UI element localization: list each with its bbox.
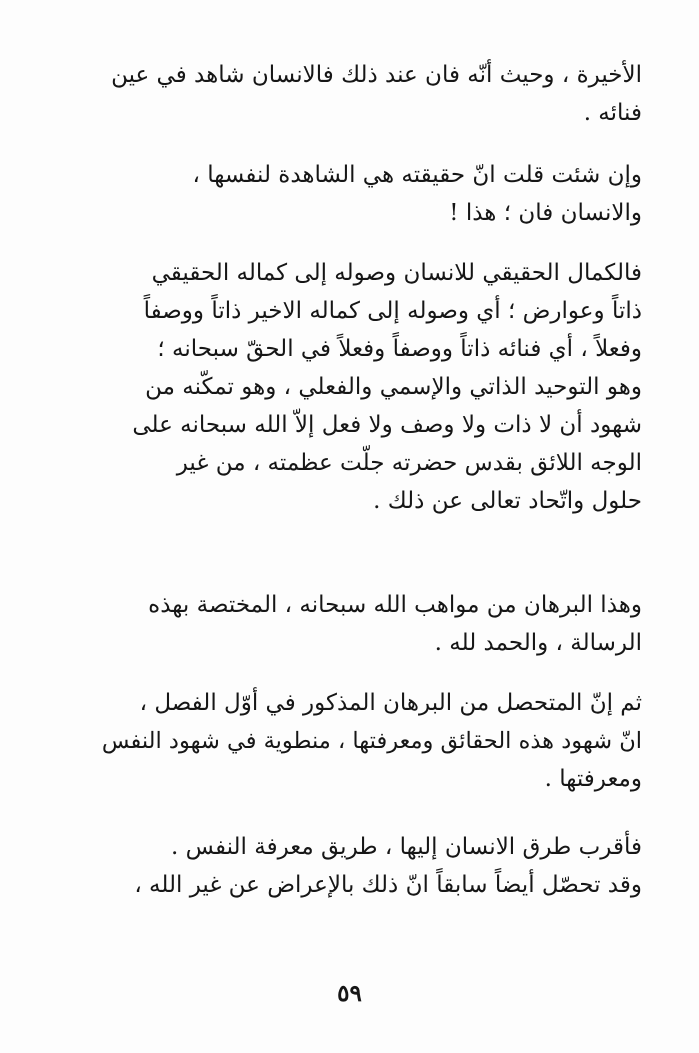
text-line: فنائه .: [583, 100, 642, 126]
text-line: ثم إنّ المتحصل من البرهان المذكور في أوّل الفصل ،: [139, 690, 642, 716]
text-line: الرسالة ، والحمد لله .: [434, 630, 642, 656]
text-line: وفعلاً ، أي فنائه ذاتاً ووصفاً وفعلاً في الحقّ سبحانه ؛: [157, 336, 642, 362]
paragraph-2: [100, 156, 642, 232]
text-line: فالكمال الحقيقي للانسان وصوله إلى كماله الحقيقي: [151, 260, 642, 286]
paragraph-3: [100, 254, 642, 520]
text-line: وهذا البرهان من مواهب الله سبحانه ، المختصة بهذه: [148, 592, 642, 618]
paragraph-4: [100, 586, 642, 662]
text-line: والانسان فان ؛ هذا !: [449, 200, 642, 226]
text-line: وهو التوحيد الذاتي والإسمي والفعلي ، وهو تمكّنه من: [145, 374, 642, 400]
text-line: حلول واتّحاد تعالى عن ذلك .: [373, 488, 642, 514]
page-number: ٥٩: [337, 980, 362, 1007]
text-line: فأقرب طرق الانسان إليها ، طريق معرفة النفس .: [171, 834, 642, 860]
text-line: وقد تحصّل أيضاً سابقاً انّ ذلك بالإعراض عن غير الله ،: [134, 872, 642, 898]
paragraph-6: [100, 828, 642, 904]
paragraph-1: [100, 56, 642, 132]
text-line: ذاتاً وعوارض ؛ أي وصوله إلى كماله الاخير ذاتاً ووصفاً: [143, 298, 642, 324]
paragraph-5: [100, 684, 642, 798]
text-line: شهود أن لا ذات ولا وصف ولا فعل إلاّ الله سبحانه على: [132, 412, 642, 438]
text-line: الأخيرة ، وحيث أنّه فان عند ذلك فالانسان شاهد في عين: [111, 62, 642, 88]
text-line: انّ شهود هذه الحقائق ومعرفتها ، منطوية في شهود النفس: [101, 728, 642, 754]
text-line: ومعرفتها .: [544, 766, 642, 792]
text-line: الوجه اللائق بقدس حضرته جلّت عظمته ، من غير: [176, 450, 642, 476]
text-line: وإن شئت قلت انّ حقيقته هي الشاهدة لنفسها ،: [192, 162, 642, 188]
